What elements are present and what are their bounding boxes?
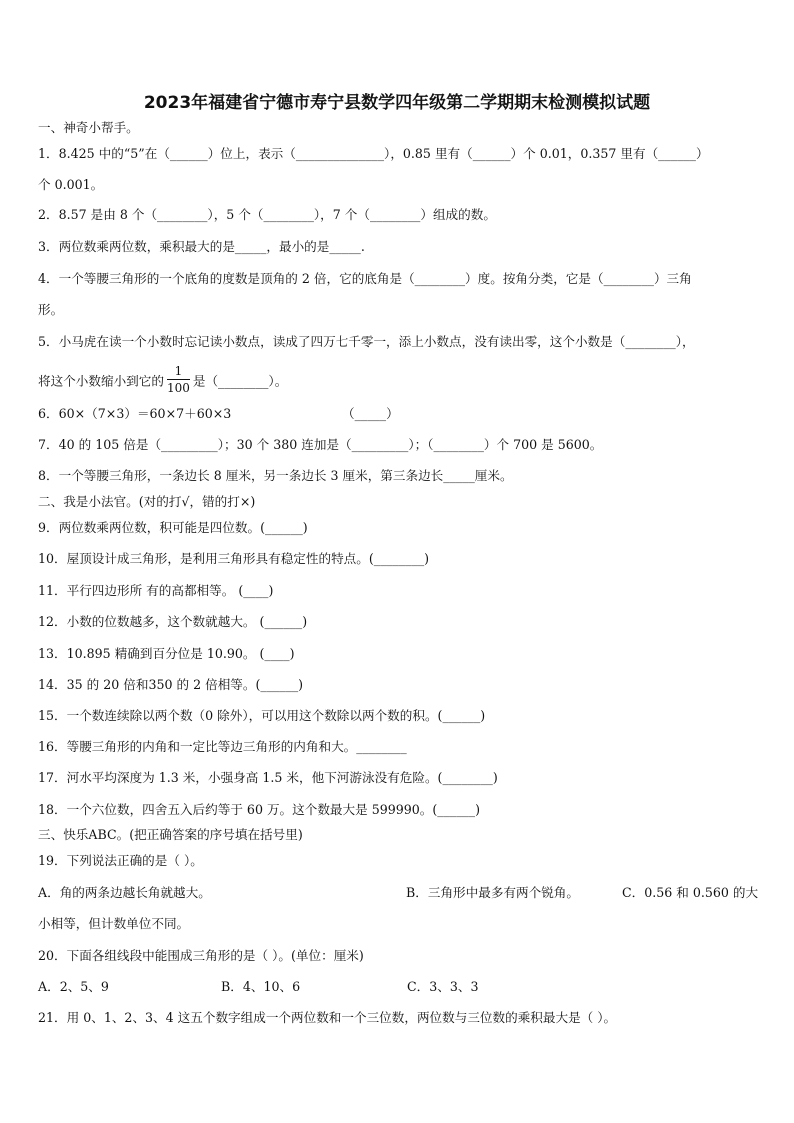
question-4-line-2: 形。 bbox=[38, 302, 64, 317]
question-4-line-1: 4．一个等腰三角形的一个底角的度数是顶角的 2 倍，它的底角是（________）度。按角分类，它是（________）三角 bbox=[38, 271, 692, 286]
question-7: 7．40 的 105 倍是（_________）；30 个 380 连加是（_________）；（________）个 700 是 5600。 bbox=[38, 437, 603, 452]
question-6-text: 6．60×（7×3）＝60×7＋60×3 bbox=[38, 406, 232, 421]
option-a: A．2、5、9 bbox=[38, 979, 109, 994]
page-title: 2023年福建省宁德市寿宁县数学四年级第二学期期末检测模拟试题 bbox=[143, 93, 651, 113]
question-10: 10．屋顶设计成三角形，是利用三角形具有稳定性的特点。(________) bbox=[38, 551, 430, 566]
question-1-line-1: 1．8.425 中的“5”在（______）位上，表示（______________），0.85 里有（______）个 0.01，0.357 里有（______） bbox=[38, 146, 709, 161]
option-c: C．0.56 和 0.560 的大 bbox=[622, 885, 759, 900]
question-1-line-2: 个 0.001。 bbox=[38, 177, 104, 192]
question-20: 20．下面各组线段中能围成三角形的是（ ）。(单位：厘米) bbox=[38, 948, 364, 963]
question-14: 14．35 的 20 倍和350 的 2 倍相等。(______) bbox=[38, 677, 304, 692]
option-a: A．角的两条边越长角就越大。 bbox=[38, 885, 211, 900]
question-5-text-post: 是（________）。 bbox=[192, 373, 288, 389]
question-19-option-c-cont: 小相等，但计数单位不同。 bbox=[38, 916, 190, 931]
question-8: 8．一个等腰三角形，一条边长 8 厘米，另一条边长 3 厘米，第三条边长_____厘米。 bbox=[38, 468, 513, 483]
fraction-numerator: 1 bbox=[167, 365, 190, 380]
question-11: 11．平行四边形所 有的高都相等。 (____) bbox=[38, 583, 274, 598]
fraction-one-hundredth bbox=[167, 365, 190, 395]
question-2: 2．8.57 是由 8 个（________），5 个（________），7 个（________）组成的数。 bbox=[38, 207, 496, 222]
question-15: 15．一个数连续除以两个数（0 除外），可以用这个数除以两个数的积。(______) bbox=[38, 708, 486, 723]
question-6-answer-blank: （_____） bbox=[342, 406, 399, 421]
question-9: 9．两位数乘两位数，积可能是四位数。(______) bbox=[38, 520, 308, 535]
question-17: 17．河水平均深度为 1.3 米，小强身高 1.5 米，他下河游泳没有危险。(________) bbox=[38, 770, 498, 785]
option-b: B．三角形中最多有两个锐角。 bbox=[406, 885, 579, 900]
question-19: 19．下列说法正确的是（ ）。 bbox=[38, 853, 203, 868]
question-18: 18．一个六位数，四舍五入后约等于 60 万。这个数最大是 599990。(______) bbox=[38, 802, 480, 817]
question-5-text-pre: 将这个小数缩小到它的 bbox=[38, 373, 164, 389]
section-heading-1: 一、神奇小帮手。 bbox=[38, 120, 139, 135]
question-12: 12．小数的位数越多，这个数就越大。 (______) bbox=[38, 614, 308, 629]
question-5-line-2 bbox=[38, 364, 760, 397]
question-13: 13．10.895 精确到百分位是 10.90。 (____) bbox=[38, 646, 295, 661]
section-heading-2: 二、我是小法官。(对的打√，错的打×) bbox=[38, 494, 256, 509]
question-21: 21．用 0、1、2、3、4 这五个数字组成一个两位数和一个三位数，两位数与三位数的乘积最大是（ ）。 bbox=[38, 1010, 617, 1025]
question-16: 16．等腰三角形的内角和一定比等边三角形的内角和大。________ bbox=[38, 739, 407, 754]
option-b: B．4、10、6 bbox=[221, 979, 301, 994]
section-heading-3: 三、快乐ABC。(把正确答案的序号填在括号里) bbox=[38, 827, 303, 842]
question-6 bbox=[38, 405, 760, 423]
question-5-line-1: 5．小马虎在读一个小数时忘记读小数点，读成了四万七千零一，添上小数点，没有读出零，这个小数是（________）， bbox=[38, 334, 695, 349]
question-3: 3．两位数乘两位数，乘积最大的是_____，最小的是_____. bbox=[38, 239, 365, 254]
option-c: C．3、3、3 bbox=[407, 979, 479, 994]
fraction-denominator: 100 bbox=[166, 381, 190, 395]
